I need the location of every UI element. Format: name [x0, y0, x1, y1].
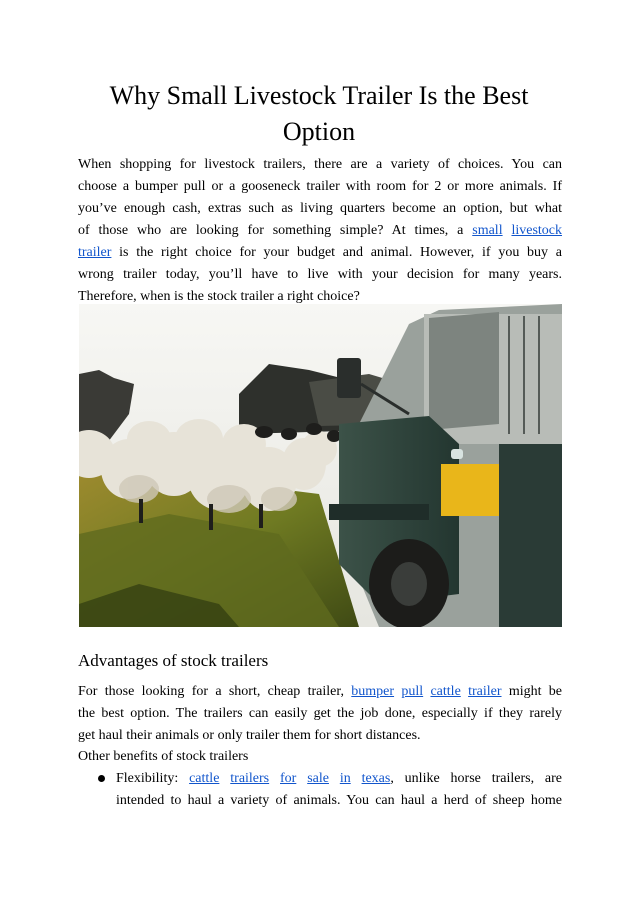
- sheep-trailer-photo: [79, 304, 562, 627]
- link-livestock[interactable]: livestock: [511, 223, 563, 238]
- bullet-label: Flexibility:: [116, 771, 179, 786]
- title-line-2: Option: [282, 117, 356, 146]
- advantages-text: For those looking for a short, cheap trailer,: [78, 684, 344, 699]
- intro-line: When shopping for livestock trailers, there are a variety of choices. You can: [78, 157, 562, 172]
- intro-line: choose a bumper pull or a gooseneck trailer with room for 2 or more animals. If: [78, 179, 562, 194]
- title-line-1: Why Small Livestock Trailer Is the Best: [109, 81, 529, 110]
- intro-line: wrong trailer today, you’ll have to live with your decision for many years.: [78, 267, 562, 282]
- benefits-intro: Other benefits of stock trailers: [78, 749, 249, 764]
- link-in[interactable]: in: [339, 771, 351, 786]
- intro-line: [78, 220, 562, 242]
- intro-paragraph: [78, 154, 562, 308]
- link-trailers[interactable]: trailers: [230, 771, 270, 786]
- link-trailer[interactable]: trailer: [78, 245, 112, 260]
- intro-line: you’ve enough cash, extras such as living quarters become an option, but what: [78, 201, 562, 216]
- link-cattle-2[interactable]: cattle: [189, 771, 220, 786]
- link-small[interactable]: small: [472, 223, 503, 238]
- link-pull[interactable]: pull: [401, 684, 424, 699]
- advantages-line: [78, 681, 562, 703]
- link-cattle[interactable]: cattle: [430, 684, 461, 699]
- link-bumper[interactable]: bumper: [351, 684, 395, 699]
- bullet-line: [116, 768, 562, 790]
- intro-line: Therefore, when is the stock trailer a right choice?: [78, 289, 360, 304]
- bullet-text: [116, 768, 562, 812]
- intro-line: [78, 242, 562, 264]
- link-sale[interactable]: sale: [307, 771, 329, 786]
- bullet-icon: [98, 775, 105, 782]
- link-trailer-2[interactable]: trailer: [468, 684, 502, 699]
- intro-text: of those who are looking for something simple? At times, a: [78, 223, 464, 238]
- advantages-paragraph: [78, 681, 562, 747]
- photo-illustration: [79, 304, 562, 627]
- intro-text: is the right choice for your budget and animal. However, if you buy a: [119, 245, 562, 260]
- section-heading: Advantages of stock trailers: [78, 651, 269, 670]
- bullet-line: intended to haul a variety of animals. You can haul a herd of sheep home: [116, 793, 562, 808]
- advantages-text: might be: [508, 684, 563, 699]
- link-texas[interactable]: texas: [361, 771, 391, 786]
- page-title: [78, 78, 560, 150]
- bullet-text-post: , unlike horse trailers, are: [390, 771, 563, 786]
- advantages-line: get haul their animals or only trailer them for short distances.: [78, 728, 421, 743]
- link-for[interactable]: for: [280, 771, 297, 786]
- advantages-line: the best option. The trailers can easily get the job done, especially if they rarely: [78, 706, 562, 721]
